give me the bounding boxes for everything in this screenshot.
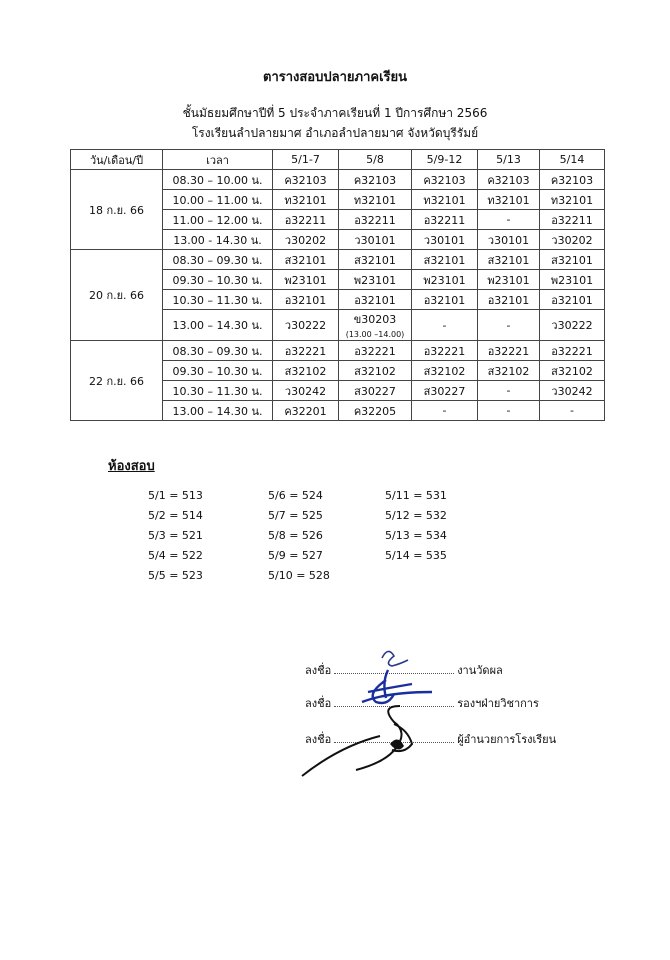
room-entry: 5/10 = 528 xyxy=(268,569,330,582)
subject-code-cell xyxy=(339,250,412,270)
subject-code: ท32101 xyxy=(353,193,397,207)
column-header: วัน/เดือน/ปี xyxy=(71,150,163,170)
subject-code: ว30242 xyxy=(551,384,593,398)
subject-code-cell xyxy=(412,230,478,250)
subject-code: อ32221 xyxy=(551,344,593,358)
subject-code: ค32205 xyxy=(353,404,397,418)
subject-code-cell xyxy=(478,381,540,401)
subject-code: พ23101 xyxy=(550,273,594,287)
subject-code-cell xyxy=(412,381,478,401)
subject-code-cell xyxy=(339,270,412,290)
subject-code: พ23101 xyxy=(353,273,397,287)
subject-code: อ32221 xyxy=(423,344,466,358)
subject-code: ส32102 xyxy=(284,364,327,378)
subject-code-cell xyxy=(273,381,339,401)
subject-code: - xyxy=(570,404,574,417)
subject-code: ค32201 xyxy=(284,404,327,418)
subject-code: อ32211 xyxy=(354,213,396,227)
subject-code-cell xyxy=(412,401,478,421)
room-column-1 xyxy=(148,488,203,588)
handwritten-signatures xyxy=(290,640,450,780)
signature-prefix: ลงชื่อ xyxy=(305,664,332,677)
subject-code: ส32101 xyxy=(354,253,396,267)
signature-role: ผู้อำนวยการโรงเรียน xyxy=(457,733,557,746)
subject-code-cell xyxy=(412,170,478,190)
subject-code: อ32221 xyxy=(354,344,396,358)
signature-prefix: ลงชื่อ xyxy=(305,697,332,710)
subject-code-cell xyxy=(540,230,605,250)
document-subtitle-school: โรงเรียนลำปลายมาศ อำเภอลำปลายมาศ จังหวัดบุรีรัมย์ xyxy=(191,126,479,140)
subject-code-cell xyxy=(478,250,540,270)
subject-code: ท32101 xyxy=(423,193,466,207)
time-cell: 13.00 - 14.30 น. xyxy=(163,230,273,250)
subject-code: อ32101 xyxy=(354,293,396,307)
subject-code-cell xyxy=(412,361,478,381)
column-header: 5/9-12 xyxy=(412,150,478,170)
time-note: (13.00 –14.00) xyxy=(345,330,405,339)
subject-code-cell xyxy=(339,341,412,361)
subject-code-cell xyxy=(273,270,339,290)
table-row xyxy=(71,250,605,270)
subject-code-cell xyxy=(540,341,605,361)
room-entry: 5/7 = 525 xyxy=(268,509,323,522)
subject-code: อ32101 xyxy=(487,293,530,307)
document-title: ตารางสอบปลายภาคเรียน xyxy=(263,70,407,85)
subject-code-cell xyxy=(273,210,339,230)
subject-code: ว30202 xyxy=(284,233,327,247)
room-entry: 5/1 = 513 xyxy=(148,489,203,502)
subject-code: ส32101 xyxy=(551,253,593,267)
subject-code-cell xyxy=(412,210,478,230)
subject-code-cell xyxy=(339,230,412,250)
subject-code-cell xyxy=(540,401,605,421)
subject-code-cell xyxy=(339,401,412,421)
subject-code: ค32103 xyxy=(353,173,397,187)
subject-code: ท32101 xyxy=(487,193,530,207)
subject-code: ว30101 xyxy=(487,233,530,247)
subject-code-cell xyxy=(478,401,540,421)
subject-code-cell xyxy=(273,341,339,361)
subject-code-cell xyxy=(478,210,540,230)
subject-code: อ32101 xyxy=(284,293,327,307)
time-cell: 09.30 – 10.30 น. xyxy=(163,361,273,381)
subject-code-cell xyxy=(339,310,412,341)
subject-code-cell xyxy=(412,310,478,341)
exam-rooms-title: ห้องสอบ xyxy=(108,459,155,474)
room-entry: 5/3 = 521 xyxy=(148,529,203,542)
subject-code: ส32101 xyxy=(487,253,530,267)
subject-code-cell xyxy=(478,361,540,381)
document-subtitle-grade: ชั้นมัธยมศึกษาปีที่ 5 ประจำภาคเรียนที่ 1 ปีการศึกษา 2566 xyxy=(182,106,488,120)
subject-code-cell xyxy=(339,170,412,190)
subject-code-cell xyxy=(478,170,540,190)
subject-code-cell xyxy=(412,290,478,310)
subject-code: - xyxy=(506,213,511,226)
subject-code: ส32102 xyxy=(487,364,530,378)
subject-code: อ32101 xyxy=(423,293,466,307)
subject-code-cell xyxy=(273,361,339,381)
subject-code: ค32103 xyxy=(550,173,594,187)
signature-role: รองฯฝ่ายวิชาการ xyxy=(457,697,539,710)
room-column-2 xyxy=(268,488,330,588)
subject-code-cell xyxy=(412,250,478,270)
subject-code: อ32211 xyxy=(284,213,327,227)
subject-code-cell xyxy=(540,290,605,310)
subject-code: ส30227 xyxy=(354,384,396,398)
room-entry: 5/2 = 514 xyxy=(148,509,203,522)
time-cell: 08.30 – 10.00 น. xyxy=(163,170,273,190)
room-entry: 5/6 = 524 xyxy=(268,489,323,502)
subject-code: ว30222 xyxy=(551,319,593,332)
subject-code: พ23101 xyxy=(423,273,466,287)
subject-code: พ23101 xyxy=(487,273,530,287)
subject-code: ส32102 xyxy=(354,364,396,378)
subject-code-cell xyxy=(540,310,605,341)
column-header: เวลา xyxy=(163,150,273,170)
subject-code-cell xyxy=(412,341,478,361)
room-entry: 5/5 = 523 xyxy=(148,569,203,582)
subject-code: ว30101 xyxy=(423,233,466,247)
subject-code: ว30101 xyxy=(354,233,396,247)
subject-code-cell xyxy=(273,290,339,310)
exam-date-cell: 22 ก.ย. 66 xyxy=(71,341,163,421)
exam-date-cell: 20 ก.ย. 66 xyxy=(71,250,163,341)
exam-schedule-table xyxy=(70,149,605,421)
time-cell: 10.00 – 11.00 น. xyxy=(163,190,273,210)
subject-code-cell xyxy=(273,230,339,250)
time-cell: 10.30 – 11.30 น. xyxy=(163,381,273,401)
exam-date-cell: 18 ก.ย. 66 xyxy=(71,170,163,250)
subject-code: อ32221 xyxy=(487,344,530,358)
time-cell: 11.00 – 12.00 น. xyxy=(163,210,273,230)
subject-code: ส32101 xyxy=(423,253,466,267)
subject-code: - xyxy=(506,384,511,397)
subject-code: ท32101 xyxy=(550,193,594,207)
room-entry: 5/11 = 531 xyxy=(385,489,447,502)
time-cell: 13.00 – 14.30 น. xyxy=(163,310,273,341)
room-entry: 5/9 = 527 xyxy=(268,549,323,562)
subject-code: ข30203 xyxy=(353,313,397,326)
subject-code: อ32211 xyxy=(551,213,593,227)
subject-code: ส30227 xyxy=(423,384,466,398)
subject-code: - xyxy=(442,404,447,417)
subject-code: อ32211 xyxy=(423,213,466,227)
subject-code: ส32102 xyxy=(551,364,593,378)
column-header: 5/8 xyxy=(339,150,412,170)
subject-code-cell xyxy=(412,190,478,210)
room-entry: 5/13 = 534 xyxy=(385,529,447,542)
room-entry: 5/8 = 526 xyxy=(268,529,323,542)
subject-code: พ23101 xyxy=(284,273,327,287)
subject-code-cell xyxy=(412,270,478,290)
subject-code-cell xyxy=(540,210,605,230)
subject-code-cell xyxy=(540,250,605,270)
subject-code-cell xyxy=(478,290,540,310)
subject-code: ค32103 xyxy=(284,173,327,187)
time-cell: 08.30 – 09.30 น. xyxy=(163,250,273,270)
time-cell: 10.30 – 11.30 น. xyxy=(163,290,273,310)
table-row xyxy=(71,170,605,190)
subject-code: ค32103 xyxy=(423,173,466,187)
subject-code: ค32103 xyxy=(487,173,530,187)
subject-code-cell xyxy=(273,250,339,270)
subject-code-cell xyxy=(339,381,412,401)
table-row xyxy=(71,341,605,361)
subject-code: - xyxy=(506,318,511,332)
subject-code-cell xyxy=(540,190,605,210)
column-header: 5/14 xyxy=(540,150,605,170)
subject-code-cell xyxy=(273,310,339,341)
subject-code-cell xyxy=(540,381,605,401)
subject-code-cell xyxy=(540,170,605,190)
room-entry: 5/4 = 522 xyxy=(148,549,203,562)
subject-code: อ32101 xyxy=(551,293,593,307)
room-entry: 5/14 = 535 xyxy=(385,549,447,562)
subject-code: ท32101 xyxy=(284,193,327,207)
subject-code: ส32101 xyxy=(284,253,327,267)
subject-code-cell xyxy=(339,190,412,210)
subject-code-cell xyxy=(273,401,339,421)
subject-code-cell xyxy=(273,170,339,190)
subject-code-cell xyxy=(540,270,605,290)
subject-code: ว30222 xyxy=(284,319,327,332)
subject-code: อ32221 xyxy=(284,344,327,358)
subject-code-cell xyxy=(273,190,339,210)
time-cell: 08.30 – 09.30 น. xyxy=(163,341,273,361)
time-cell: 13.00 – 14.30 น. xyxy=(163,401,273,421)
table-header-row xyxy=(71,150,605,170)
signature-role: งานวัดผล xyxy=(457,664,503,677)
signature-prefix: ลงชื่อ xyxy=(305,733,332,746)
time-cell: 09.30 – 10.30 น. xyxy=(163,270,273,290)
room-column-3 xyxy=(385,488,447,568)
subject-code-cell xyxy=(478,230,540,250)
subject-code: ส32102 xyxy=(423,364,466,378)
subject-code-cell xyxy=(478,310,540,341)
subject-code: - xyxy=(506,404,511,417)
subject-code-cell xyxy=(478,270,540,290)
subject-code-cell xyxy=(339,290,412,310)
subject-code: ว30202 xyxy=(551,233,593,247)
column-header: 5/1-7 xyxy=(273,150,339,170)
subject-code-cell xyxy=(478,341,540,361)
column-header: 5/13 xyxy=(478,150,540,170)
subject-code-cell xyxy=(540,361,605,381)
subject-code-cell xyxy=(339,361,412,381)
subject-code-cell xyxy=(478,190,540,210)
subject-code-cell xyxy=(339,210,412,230)
subject-code: - xyxy=(442,318,447,332)
room-entry: 5/12 = 532 xyxy=(385,509,447,522)
subject-code: ว30242 xyxy=(284,384,327,398)
